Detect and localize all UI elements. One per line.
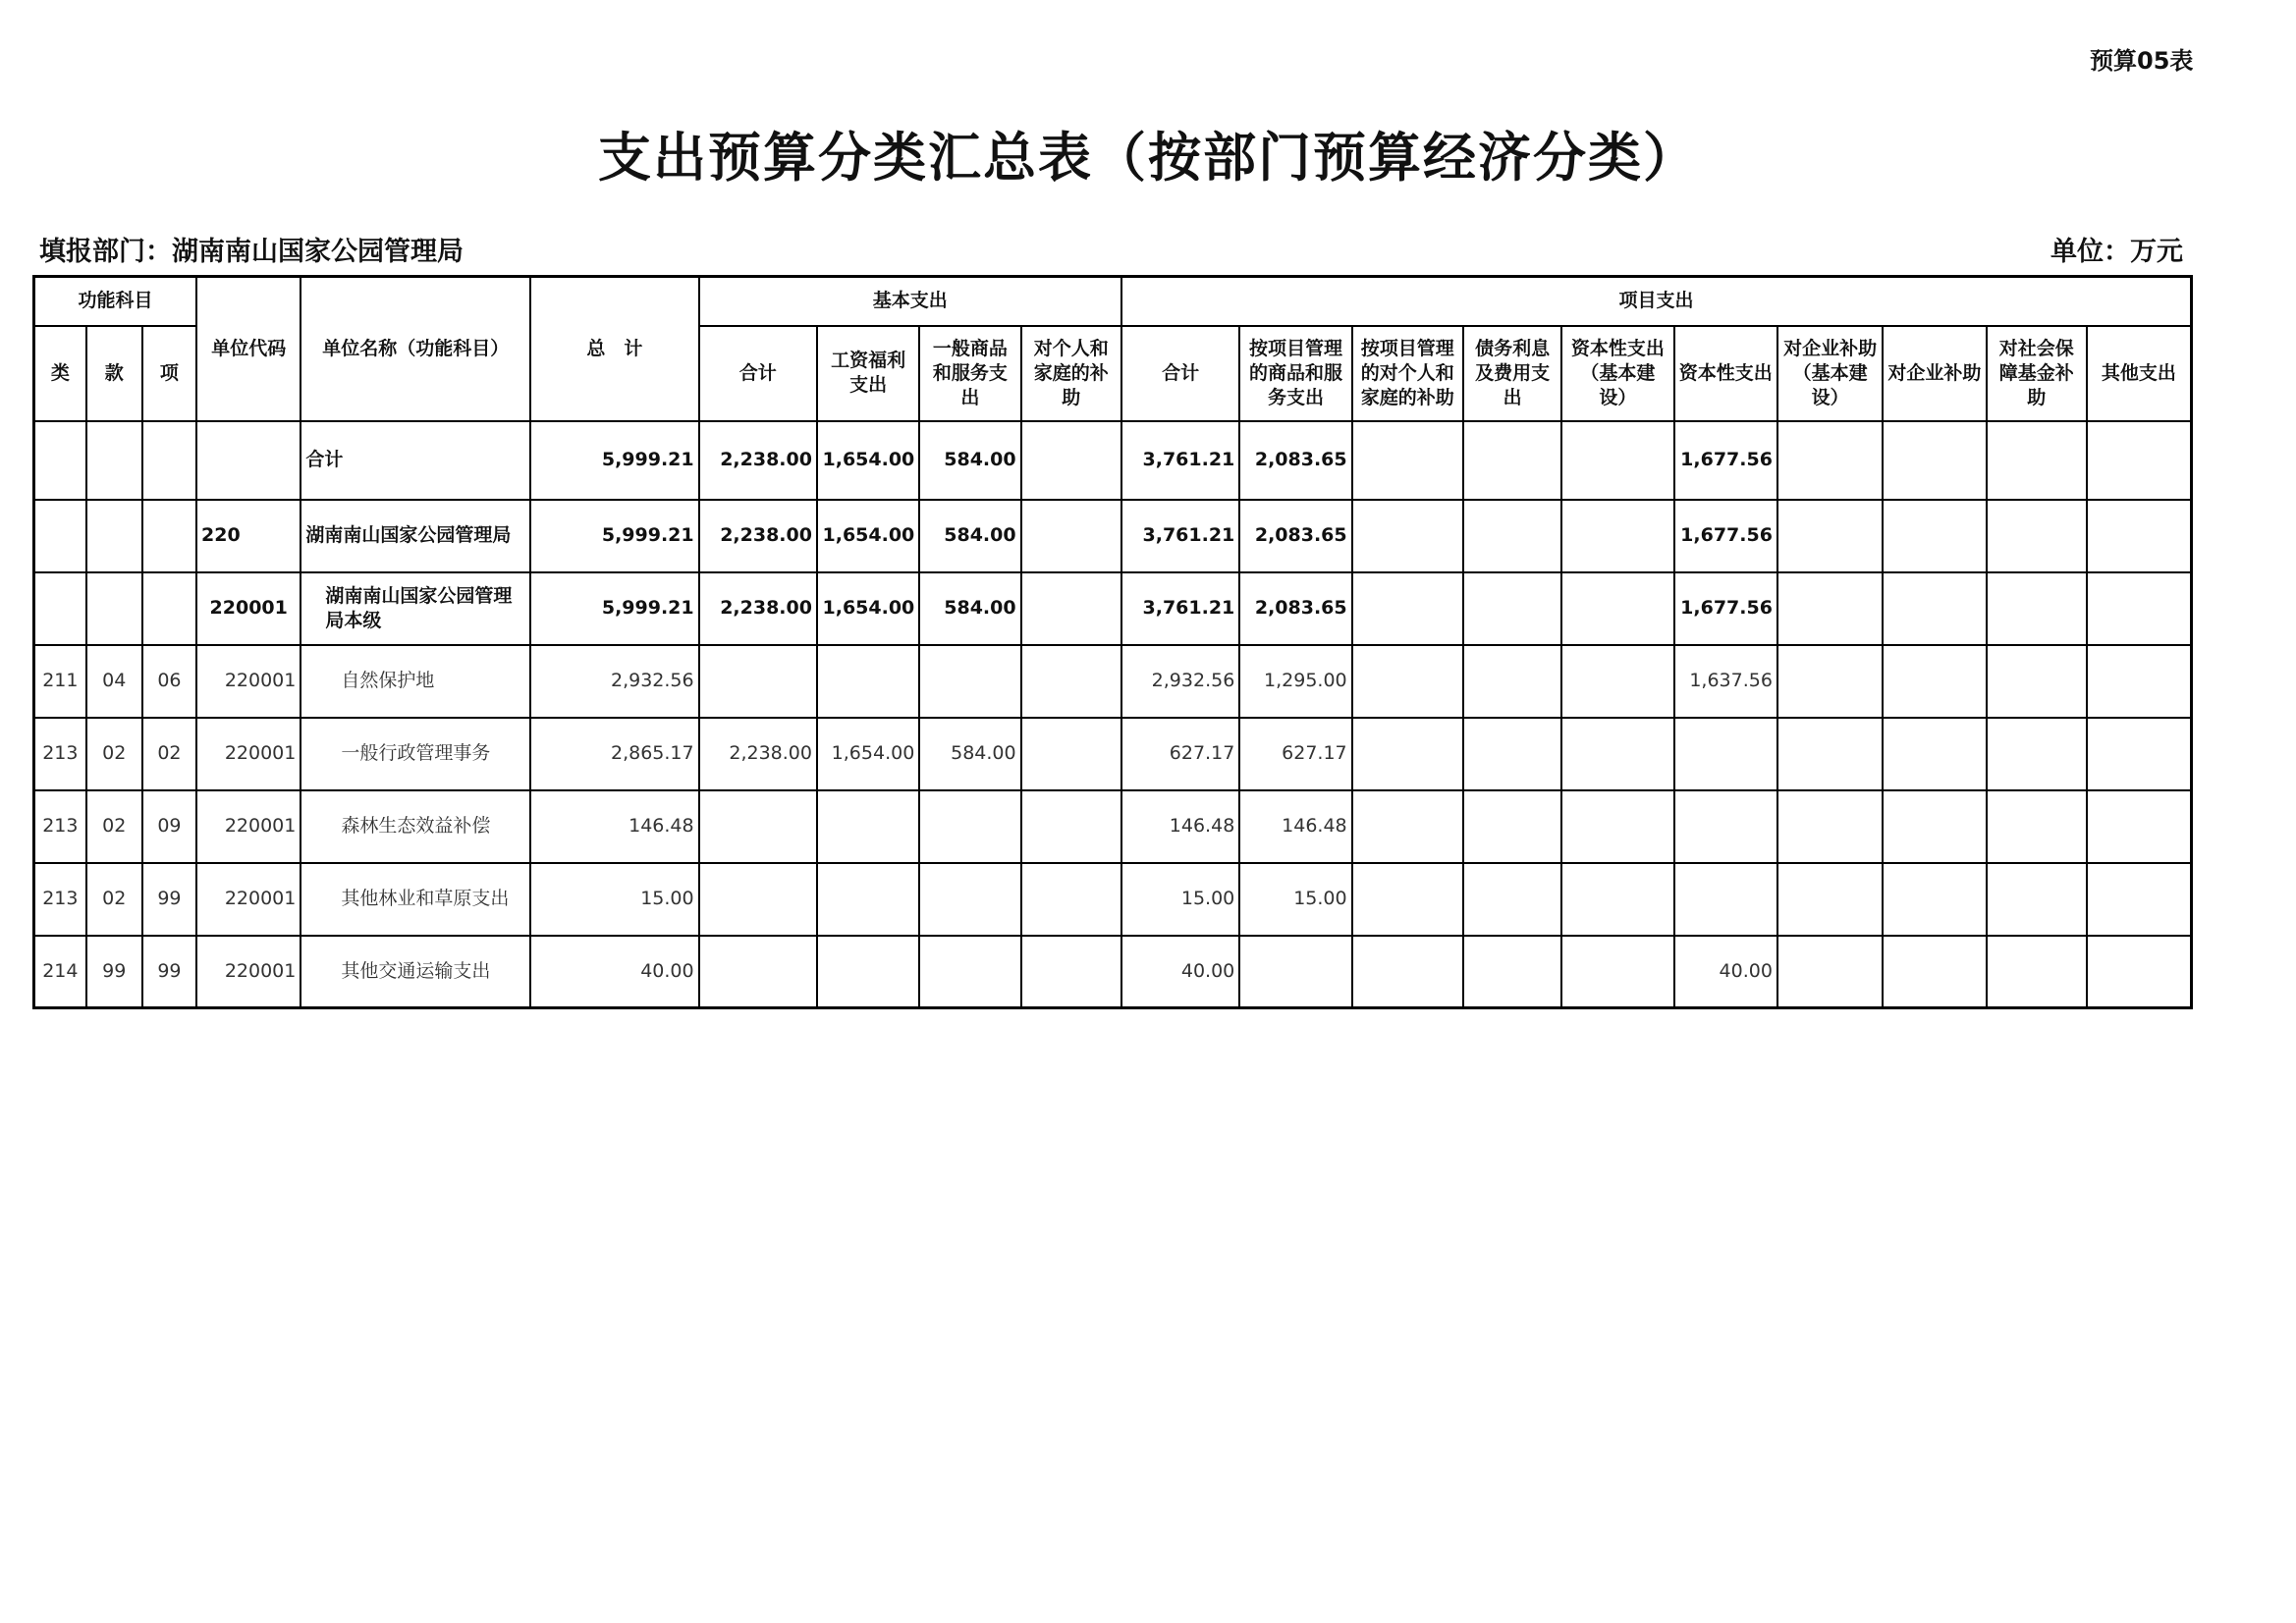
cell-basic-wage: 1,654.00 (817, 421, 919, 500)
cell-project-person (1352, 936, 1463, 1008)
cell-project-capital (1674, 718, 1777, 790)
cell-basic-goods (919, 645, 1020, 718)
cell-basic-wage (817, 863, 919, 936)
cell-project-goods: 627.17 (1239, 718, 1351, 790)
cell-project-capital (1674, 863, 1777, 936)
table-row (34, 790, 2192, 863)
cell-lei: 214 (34, 936, 86, 1008)
unit-label: 单位：万元 (2050, 237, 2183, 267)
cell-project-social-fund (1987, 718, 2087, 790)
cell-lei (34, 500, 86, 572)
cell-basic-goods (919, 790, 1020, 863)
cell-basic-goods: 584.00 (919, 572, 1020, 645)
cell-lei: 213 (34, 790, 86, 863)
cell-project-goods: 146.48 (1239, 790, 1351, 863)
cell-project-capital-build (1561, 500, 1673, 572)
cell-lei: 213 (34, 863, 86, 936)
header-lei: 类 (34, 326, 86, 421)
cell-project-social-fund (1987, 645, 2087, 718)
cell-basic-person (1021, 500, 1121, 572)
cell-unit-code: 220001 (196, 645, 301, 718)
header-project-capital-build: 资本性支出（基本建设） (1561, 326, 1673, 421)
cell-xiang: 99 (142, 936, 196, 1008)
cell-project-person (1352, 790, 1463, 863)
cell-xiang: 02 (142, 718, 196, 790)
cell-basic-goods: 584.00 (919, 718, 1020, 790)
cell-basic-wage: 1,654.00 (817, 500, 919, 572)
cell-project-other (2087, 863, 2192, 936)
cell-xiang (142, 500, 196, 572)
cell-project-sum: 15.00 (1121, 863, 1239, 936)
header-unit-code: 单位代码 (196, 277, 301, 421)
cell-project-other (2087, 790, 2192, 863)
header-project-social-fund: 对社会保障基金补助 (1987, 326, 2087, 421)
cell-project-enterprise-build (1777, 936, 1883, 1008)
table-row (34, 936, 2192, 1008)
cell-project-other (2087, 936, 2192, 1008)
cell-project-capital-build (1561, 936, 1673, 1008)
cell-project-enterprise (1883, 936, 1986, 1008)
cell-xiang: 99 (142, 863, 196, 936)
cell-project-capital: 1,637.56 (1674, 645, 1777, 718)
cell-project-enterprise (1883, 500, 1986, 572)
header-project-enterprise-build: 对企业补助（基本建设） (1777, 326, 1883, 421)
cell-project-person (1352, 645, 1463, 718)
cell-kuan (86, 421, 142, 500)
budget-table (32, 275, 2193, 1009)
cell-project-goods: 2,083.65 (1239, 572, 1351, 645)
cell-kuan: 02 (86, 718, 142, 790)
cell-project-capital: 40.00 (1674, 936, 1777, 1008)
cell-project-social-fund (1987, 863, 2087, 936)
cell-project-capital: 1,677.56 (1674, 572, 1777, 645)
cell-project-capital-build (1561, 718, 1673, 790)
cell-basic-sum (699, 645, 817, 718)
table-row (34, 863, 2192, 936)
header-func-subject: 功能科目 (34, 277, 197, 326)
cell-basic-wage: 1,654.00 (817, 718, 919, 790)
cell-unit-name: 其他林业和草原支出 (301, 863, 530, 936)
cell-project-social-fund (1987, 500, 2087, 572)
cell-xiang: 06 (142, 645, 196, 718)
cell-project-enterprise (1883, 421, 1986, 500)
cell-project-enterprise (1883, 863, 1986, 936)
cell-basic-sum: 2,238.00 (699, 718, 817, 790)
cell-unit-code: 220001 (196, 718, 301, 790)
cell-project-goods (1239, 936, 1351, 1008)
cell-total: 15.00 (530, 863, 699, 936)
cell-unit-name: 湖南南山国家公园管理局 (301, 500, 530, 572)
cell-kuan: 04 (86, 645, 142, 718)
header-xiang: 项 (142, 326, 196, 421)
cell-project-sum: 627.17 (1121, 718, 1239, 790)
cell-project-debt (1463, 645, 1561, 718)
table-row-department (34, 500, 2192, 572)
cell-project-sum: 3,761.21 (1121, 421, 1239, 500)
cell-project-person (1352, 863, 1463, 936)
cell-project-debt (1463, 863, 1561, 936)
cell-kuan (86, 572, 142, 645)
cell-basic-person (1021, 863, 1121, 936)
cell-xiang (142, 421, 196, 500)
table-row (34, 645, 2192, 718)
cell-project-capital: 1,677.56 (1674, 500, 1777, 572)
cell-kuan: 02 (86, 790, 142, 863)
cell-basic-person (1021, 645, 1121, 718)
cell-project-capital-build (1561, 421, 1673, 500)
cell-basic-goods (919, 936, 1020, 1008)
cell-basic-wage (817, 790, 919, 863)
cell-lei (34, 572, 86, 645)
cell-unit-code: 220 (196, 500, 301, 572)
cell-project-social-fund (1987, 936, 2087, 1008)
cell-project-debt (1463, 572, 1561, 645)
cell-project-person (1352, 572, 1463, 645)
cell-unit-name: 自然保护地 (301, 645, 530, 718)
cell-lei (34, 421, 86, 500)
cell-unit-code: 220001 (196, 936, 301, 1008)
cell-project-capital-build (1561, 572, 1673, 645)
cell-project-social-fund (1987, 421, 2087, 500)
cell-total: 5,999.21 (530, 421, 699, 500)
header-project-capital: 资本性支出 (1674, 326, 1777, 421)
cell-basic-wage: 1,654.00 (817, 572, 919, 645)
table-row-unit (34, 572, 2192, 645)
cell-basic-person (1021, 790, 1121, 863)
cell-project-person (1352, 421, 1463, 500)
header-project-debt: 债务利息及费用支出 (1463, 326, 1561, 421)
cell-unit-name: 其他交通运输支出 (301, 936, 530, 1008)
cell-basic-wage (817, 936, 919, 1008)
cell-unit-code (196, 421, 301, 500)
cell-project-debt (1463, 421, 1561, 500)
table-row (34, 718, 2192, 790)
cell-project-debt (1463, 790, 1561, 863)
cell-project-goods: 15.00 (1239, 863, 1351, 936)
header-unit-name: 单位名称（功能科目） (301, 277, 530, 421)
cell-project-enterprise (1883, 790, 1986, 863)
cell-project-capital-build (1561, 790, 1673, 863)
cell-unit-code: 220001 (196, 863, 301, 936)
cell-project-capital (1674, 790, 1777, 863)
cell-project-sum: 3,761.21 (1121, 500, 1239, 572)
cell-project-enterprise (1883, 718, 1986, 790)
cell-basic-person (1021, 936, 1121, 1008)
header-project-sum: 合计 (1121, 326, 1239, 421)
cell-kuan: 99 (86, 936, 142, 1008)
cell-project-capital-build (1561, 863, 1673, 936)
cell-project-person (1352, 718, 1463, 790)
cell-basic-goods: 584.00 (919, 421, 1020, 500)
cell-project-goods: 2,083.65 (1239, 421, 1351, 500)
cell-project-enterprise-build (1777, 863, 1883, 936)
header-basic-expenditure: 基本支出 (699, 277, 1121, 326)
cell-project-other (2087, 572, 2192, 645)
cell-basic-person (1021, 718, 1121, 790)
cell-xiang (142, 572, 196, 645)
cell-total: 2,865.17 (530, 718, 699, 790)
cell-unit-name: 湖南南山国家公园管理局本级 (301, 572, 530, 645)
header-basic-goods: 一般商品和服务支出 (919, 326, 1020, 421)
header-project-enterprise: 对企业补助 (1883, 326, 1986, 421)
header-kuan: 款 (86, 326, 142, 421)
cell-basic-person (1021, 572, 1121, 645)
cell-project-person (1352, 500, 1463, 572)
cell-project-debt (1463, 718, 1561, 790)
cell-project-enterprise-build (1777, 718, 1883, 790)
cell-kuan: 02 (86, 863, 142, 936)
cell-basic-goods: 584.00 (919, 500, 1020, 572)
cell-project-enterprise-build (1777, 790, 1883, 863)
cell-unit-name: 一般行政管理事务 (301, 718, 530, 790)
cell-project-capital: 1,677.56 (1674, 421, 1777, 500)
cell-project-sum: 2,932.56 (1121, 645, 1239, 718)
cell-unit-code: 220001 (196, 572, 301, 645)
table-code-label: 预算05表 (2090, 47, 2194, 75)
cell-total: 146.48 (530, 790, 699, 863)
cell-total: 5,999.21 (530, 500, 699, 572)
cell-unit-name: 合计 (301, 421, 530, 500)
header-project-expenditure: 项目支出 (1121, 277, 2192, 326)
cell-basic-wage (817, 645, 919, 718)
cell-project-enterprise (1883, 645, 1986, 718)
cell-lei: 213 (34, 718, 86, 790)
cell-basic-sum (699, 790, 817, 863)
cell-project-sum: 40.00 (1121, 936, 1239, 1008)
cell-basic-person (1021, 421, 1121, 500)
cell-project-debt (1463, 500, 1561, 572)
header-project-other: 其他支出 (2087, 326, 2192, 421)
cell-total: 40.00 (530, 936, 699, 1008)
cell-project-goods: 2,083.65 (1239, 500, 1351, 572)
cell-project-sum: 146.48 (1121, 790, 1239, 863)
cell-lei: 211 (34, 645, 86, 718)
page-title: 支出预算分类汇总表（按部门预算经济分类） (598, 126, 1698, 189)
cell-basic-sum: 2,238.00 (699, 572, 817, 645)
cell-basic-sum (699, 863, 817, 936)
cell-project-enterprise-build (1777, 500, 1883, 572)
header-basic-wage: 工资福利支出 (817, 326, 919, 421)
cell-project-capital-build (1561, 645, 1673, 718)
cell-xiang: 09 (142, 790, 196, 863)
cell-basic-goods (919, 863, 1020, 936)
header-project-goods: 按项目管理的商品和服务支出 (1239, 326, 1351, 421)
cell-total: 5,999.21 (530, 572, 699, 645)
header-row-1 (34, 277, 2192, 326)
cell-project-other (2087, 421, 2192, 500)
cell-project-other (2087, 718, 2192, 790)
header-project-person: 按项目管理的对个人和家庭的补助 (1352, 326, 1463, 421)
cell-project-social-fund (1987, 790, 2087, 863)
cell-project-enterprise-build (1777, 572, 1883, 645)
cell-project-enterprise-build (1777, 645, 1883, 718)
table-row-total (34, 421, 2192, 500)
cell-project-social-fund (1987, 572, 2087, 645)
header-total: 总 计 (530, 277, 699, 421)
cell-project-debt (1463, 936, 1561, 1008)
header-basic-sum: 合计 (699, 326, 817, 421)
cell-basic-sum: 2,238.00 (699, 421, 817, 500)
cell-project-sum: 3,761.21 (1121, 572, 1239, 645)
cell-basic-sum (699, 936, 817, 1008)
cell-unit-name: 森林生态效益补偿 (301, 790, 530, 863)
reporting-department: 填报部门：湖南南山国家公园管理局 (39, 237, 464, 267)
cell-basic-sum: 2,238.00 (699, 500, 817, 572)
cell-project-enterprise-build (1777, 421, 1883, 500)
cell-project-other (2087, 500, 2192, 572)
header-basic-person: 对个人和家庭的补助 (1021, 326, 1121, 421)
cell-unit-code: 220001 (196, 790, 301, 863)
cell-project-enterprise (1883, 572, 1986, 645)
cell-project-goods: 1,295.00 (1239, 645, 1351, 718)
cell-kuan (86, 500, 142, 572)
cell-total: 2,932.56 (530, 645, 699, 718)
cell-project-other (2087, 645, 2192, 718)
